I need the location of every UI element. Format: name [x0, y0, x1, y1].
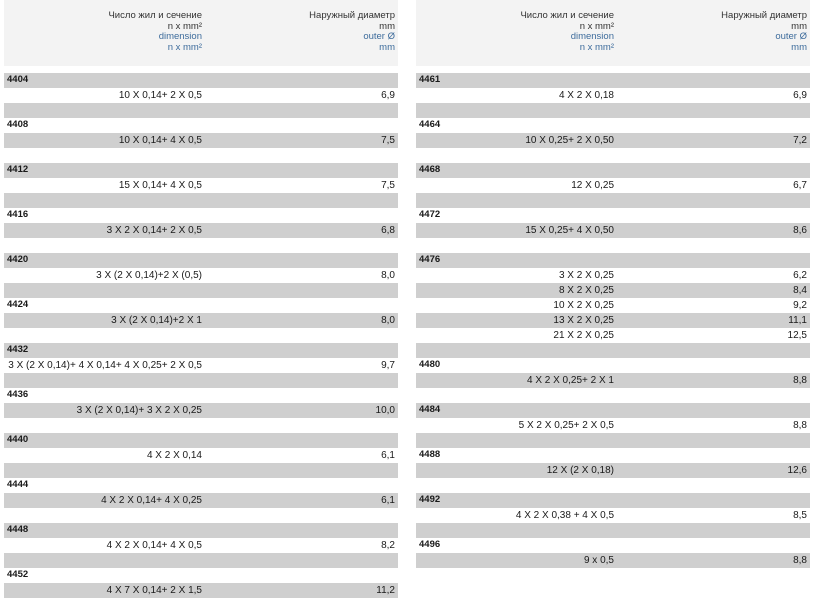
cable-code-row — [4, 73, 398, 88]
outer-diameter: 6,2 — [793, 270, 807, 281]
cable-code-row — [4, 343, 398, 358]
outer-diameter: 10,0 — [375, 405, 395, 416]
cable-code-row — [416, 163, 810, 178]
core-section: 4 X 7 X 0,14+ 2 X 1,5 — [106, 585, 202, 596]
table-row — [4, 133, 398, 148]
core-section: 12 X (2 X 0,18) — [546, 465, 614, 476]
spacer-row — [416, 193, 810, 208]
spacer-row — [4, 193, 398, 208]
table-row — [416, 328, 810, 343]
spacer-row — [416, 238, 810, 253]
outer-diameter: 6,9 — [793, 90, 807, 101]
cable-code: 4448 — [7, 524, 29, 535]
outer-diameter: 8,4 — [793, 285, 807, 296]
core-section: 4 X 2 X 0,25+ 2 X 1 — [526, 375, 614, 386]
table-row — [416, 268, 810, 283]
table-row — [4, 313, 398, 328]
cable-code-row — [416, 253, 810, 268]
cable-code-row — [4, 478, 398, 493]
table-row — [4, 448, 398, 463]
cable-code: 4416 — [7, 209, 29, 220]
core-section: 10 X 0,25+ 2 X 0,50 — [525, 135, 614, 146]
cable-code: 4480 — [419, 359, 441, 370]
outer-diameter: 8,2 — [381, 540, 395, 551]
diameter-header-ru: Наружный диаметр — [309, 10, 395, 21]
cable-code: 4436 — [7, 389, 29, 400]
diameter-header-unit: mm — [379, 20, 395, 32]
right-table-header — [416, 0, 810, 66]
section-header-en-unit: n x mm² — [167, 41, 202, 53]
table-row — [4, 358, 398, 373]
spacer-row — [4, 463, 398, 478]
core-section: 4 X 2 X 0,14+ 4 X 0,25 — [101, 495, 202, 506]
core-section: 3 X (2 X 0,14)+2 X 1 — [111, 315, 202, 326]
cable-code: 4412 — [7, 164, 29, 175]
cable-code: 4488 — [419, 449, 441, 460]
table-row — [416, 553, 810, 568]
core-section: 3 X (2 X 0,14)+ 4 X 0,14+ 4 X 0,25+ 2 X 0,5 — [8, 360, 202, 371]
outer-diameter: 9,7 — [381, 360, 395, 371]
table-row — [416, 313, 810, 328]
core-section: 3 X (2 X 0,14)+2 X (0,5) — [96, 270, 202, 281]
core-section: 3 X 2 X 0,25 — [558, 270, 614, 281]
section-header-en: dimension — [158, 31, 202, 42]
section-header-en: dimension — [570, 31, 614, 42]
spacer-row — [4, 418, 398, 433]
diameter-header-en: outer Ø — [775, 31, 807, 42]
core-section: 15 X 0,25+ 4 X 0,50 — [525, 225, 614, 236]
cable-code: 4408 — [7, 119, 29, 130]
cable-code-row — [416, 73, 810, 88]
table-row — [416, 88, 810, 103]
outer-diameter: 6,8 — [381, 225, 395, 236]
cable-code: 4420 — [7, 254, 29, 265]
cable-code-row — [4, 118, 398, 133]
cable-code: 4492 — [419, 494, 441, 505]
table-row — [4, 493, 398, 508]
core-section: 5 X 2 X 0,25+ 2 X 0,5 — [518, 420, 614, 431]
table-row — [416, 133, 810, 148]
spacer-row — [416, 343, 810, 358]
cable-code: 4464 — [419, 119, 441, 130]
section-header — [520, 11, 614, 53]
cable-code: 4444 — [7, 479, 29, 490]
table-row — [416, 283, 810, 298]
core-section: 4 X 2 X 0,14 — [146, 450, 202, 461]
cable-code-row — [416, 448, 810, 463]
core-section: 4 X 2 X 0,14+ 4 X 0,5 — [106, 540, 202, 551]
cable-code-row — [4, 433, 398, 448]
table-row — [416, 373, 810, 388]
outer-diameter: 11,1 — [788, 315, 807, 326]
spacer-row — [4, 283, 398, 298]
outer-diameter: 7,5 — [381, 180, 395, 191]
cable-code: 4404 — [7, 74, 29, 85]
outer-diameter: 12,6 — [787, 465, 807, 476]
table-row — [4, 223, 398, 238]
table-row — [4, 538, 398, 553]
spacer-row — [4, 373, 398, 388]
cable-code: 4472 — [419, 209, 441, 220]
spacer-row — [416, 433, 810, 448]
core-section: 4 X 2 X 0,38 + 4 X 0,5 — [515, 510, 614, 521]
section-header-ru: Число жил и сечение — [520, 10, 614, 21]
cable-code-row — [4, 568, 398, 583]
cable-code: 4484 — [419, 404, 441, 415]
spacer-row — [416, 388, 810, 403]
cable-code-row — [416, 403, 810, 418]
spacer-row — [4, 553, 398, 568]
outer-diameter: 12,5 — [787, 330, 807, 341]
diameter-header — [309, 11, 395, 53]
outer-diameter: 8,6 — [793, 225, 807, 236]
outer-diameter: 8,8 — [793, 555, 807, 566]
core-section: 15 X 0,14+ 4 X 0,5 — [118, 180, 202, 191]
cable-code-row — [4, 298, 398, 313]
cable-code-row — [416, 118, 810, 133]
cable-code: 4496 — [419, 539, 441, 550]
table-row — [416, 508, 810, 523]
outer-diameter: 8,0 — [381, 270, 395, 281]
outer-diameter: 6,9 — [381, 90, 395, 101]
outer-diameter: 8,0 — [381, 315, 395, 326]
cable-code-row — [4, 208, 398, 223]
spacer-row — [4, 508, 398, 523]
outer-diameter: 8,8 — [793, 375, 807, 386]
outer-diameter: 7,2 — [793, 135, 807, 146]
core-section: 21 X 2 X 0,25 — [553, 330, 614, 341]
spacer-row — [4, 238, 398, 253]
spacer-row — [416, 478, 810, 493]
outer-diameter: 9,2 — [793, 300, 807, 311]
table-row — [4, 583, 398, 598]
cable-code: 4432 — [7, 344, 29, 355]
core-section: 9 x 0,5 — [583, 555, 614, 566]
table-row — [4, 403, 398, 418]
core-section: 13 X 2 X 0,25 — [553, 315, 614, 326]
table-row — [4, 88, 398, 103]
section-header — [108, 11, 202, 53]
spacer-row — [416, 148, 810, 163]
core-section: 10 X 2 X 0,25 — [553, 300, 614, 311]
table-row — [416, 463, 810, 478]
core-section: 10 X 0,14+ 4 X 0,5 — [118, 135, 202, 146]
spacer-row — [416, 523, 810, 538]
cable-code: 4452 — [7, 569, 29, 580]
cable-code-row — [4, 253, 398, 268]
table-row — [416, 418, 810, 433]
cable-code-row — [416, 493, 810, 508]
outer-diameter: 7,5 — [381, 135, 395, 146]
section-header-unit: n x mm² — [579, 20, 614, 32]
table-row — [4, 178, 398, 193]
cable-code: 4461 — [419, 74, 441, 85]
cable-code-row — [4, 163, 398, 178]
outer-diameter: 6,1 — [381, 495, 395, 506]
spacer-row — [4, 328, 398, 343]
section-header-unit: n x mm² — [167, 20, 202, 32]
cable-code: 4424 — [7, 299, 29, 310]
table-row — [4, 268, 398, 283]
left-table-header — [4, 0, 398, 66]
diameter-header-en-unit: mm — [791, 41, 807, 53]
table-row — [416, 223, 810, 238]
core-section: 8 X 2 X 0,25 — [558, 285, 614, 296]
cable-code-row — [4, 523, 398, 538]
section-header-ru: Число жил и сечение — [108, 10, 202, 21]
core-section: 3 X 2 X 0,14+ 2 X 0,5 — [106, 225, 202, 236]
core-section: 10 X 0,14+ 2 X 0,5 — [118, 90, 202, 101]
diameter-header-en-unit: mm — [379, 41, 395, 53]
diameter-header-en: outer Ø — [363, 31, 395, 42]
cable-code: 4440 — [7, 434, 29, 445]
spacer-row — [4, 148, 398, 163]
core-section: 4 X 2 X 0,18 — [558, 90, 614, 101]
outer-diameter: 11,2 — [376, 585, 395, 596]
cable-code-row — [416, 358, 810, 373]
core-section: 12 X 0,25 — [571, 180, 614, 191]
outer-diameter: 8,8 — [793, 420, 807, 431]
cable-code: 4476 — [419, 254, 441, 265]
cable-code: 4468 — [419, 164, 441, 175]
table-row — [416, 178, 810, 193]
core-section: 3 X (2 X 0,14)+ 3 X 2 X 0,25 — [76, 405, 202, 416]
cable-code-row — [416, 208, 810, 223]
diameter-header — [721, 11, 807, 53]
spacer-row — [4, 103, 398, 118]
section-header-en-unit: n x mm² — [579, 41, 614, 53]
outer-diameter: 6,7 — [793, 180, 807, 191]
spacer-row — [416, 103, 810, 118]
outer-diameter: 8,5 — [793, 510, 807, 521]
outer-diameter: 6,1 — [381, 450, 395, 461]
table-row — [416, 298, 810, 313]
cable-code-row — [4, 388, 398, 403]
cable-code-row — [416, 538, 810, 553]
diameter-header-ru: Наружный диаметр — [721, 10, 807, 21]
diameter-header-unit: mm — [791, 20, 807, 32]
